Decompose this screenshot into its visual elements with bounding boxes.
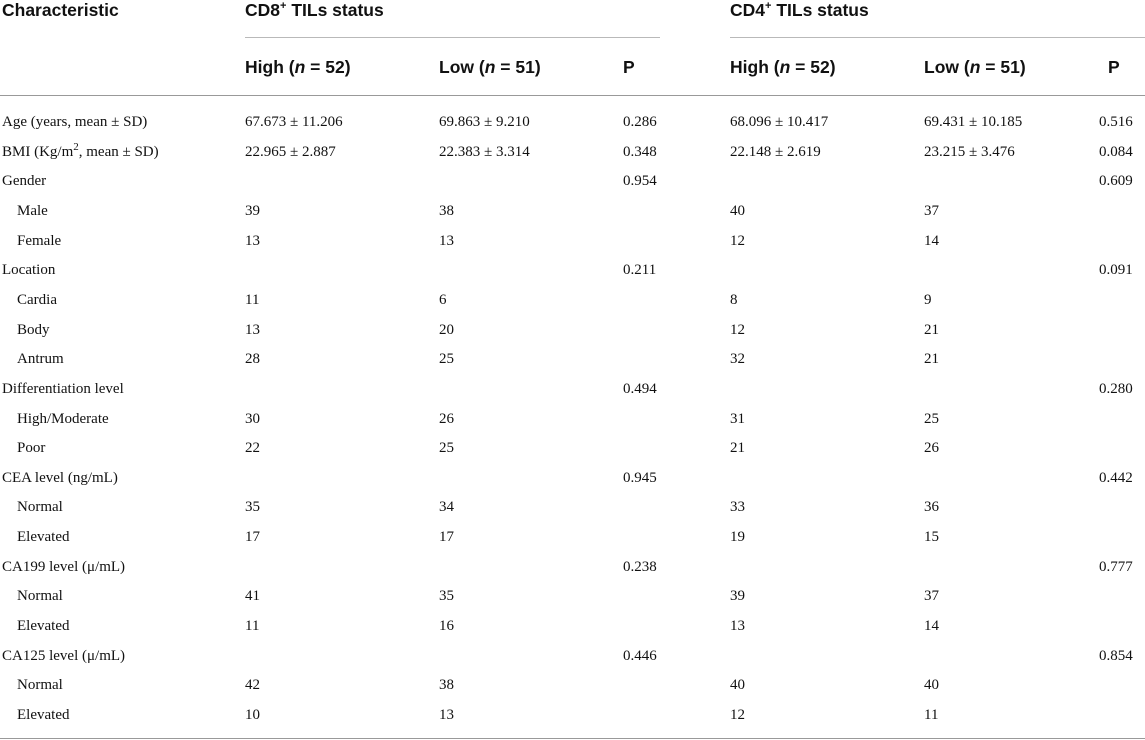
cell-cd8-low: 16 [439, 618, 454, 634]
group-rule-cd4 [730, 37, 1145, 38]
cell-cd8-high: 17 [245, 529, 260, 545]
row-label: BMI ($Kg/m^2$, mean ± SD) [2, 141, 159, 160]
subheader-cd8-high: High (n = 52) [245, 57, 351, 77]
cell-cd4-low: 40 [924, 677, 939, 693]
cell-cd4-high: 32 [730, 351, 745, 367]
cell-cd8-p: 0.954 [623, 173, 657, 189]
cell-cd8-low: 38 [439, 677, 454, 693]
cell-cd8-low: 17 [439, 529, 454, 545]
cell-cd4-high: 33 [730, 499, 745, 515]
row-label: Body [17, 322, 50, 338]
cell-cd8-high: 42 [245, 677, 260, 693]
cell-cd8-p: 0.494 [623, 381, 657, 397]
cell-cd4-low: 11 [924, 707, 939, 723]
cell-cd4-low: 14 [924, 618, 939, 634]
row-label: Normal [17, 588, 63, 604]
cell-cd4-low: 21 [924, 322, 939, 338]
cell-cd8-high: 11 [245, 618, 260, 634]
cell-cd8-low: 6 [439, 292, 447, 308]
cell-cd8-low: 69.863 ± 9.210 [439, 114, 530, 130]
row-label: Elevated [17, 707, 70, 723]
cell-cd8-high: 22.965 ± 2.887 [245, 144, 336, 160]
row-label: CA125 level (μ/mL) [2, 648, 126, 664]
cell-cd8-p: 0.286 [623, 114, 657, 130]
row-label: CEA level (ng/mL) [2, 470, 118, 486]
cell-cd4-high: 21 [730, 440, 745, 456]
cell-cd4-high: 12 [730, 322, 745, 338]
cell-cd8-p: 0.238 [623, 559, 657, 575]
table-bottom-rule [0, 738, 1145, 739]
cell-cd8-p: 0.348 [623, 144, 657, 160]
row-label: Normal [17, 677, 63, 693]
row-label: Female [17, 233, 62, 249]
cell-cd4-p: 0.280 [1099, 381, 1133, 397]
cell-cd4-p: 0.084 [1099, 144, 1133, 160]
cell-cd4-low: 69.431 ± 10.185 [924, 114, 1023, 130]
row-label: Antrum [17, 351, 64, 367]
cell-cd8-low: 20 [439, 322, 454, 338]
header-group-cd8-label: TILs status [291, 0, 384, 20]
cell-cd4-low: 23.215 ± 3.476 [924, 144, 1015, 160]
header-bottom-rule [0, 95, 1145, 96]
group-rule-cd8 [245, 37, 660, 38]
cell-cd4-high: 40 [730, 203, 745, 219]
header-group-cd4-marker: CD4 [730, 0, 766, 20]
row-label: Poor [17, 440, 46, 456]
row-label: High/Moderate [17, 411, 109, 427]
cell-cd8-high: 22 [245, 440, 260, 456]
row-label: Location [2, 262, 56, 278]
cell-cd4-p: 0.854 [1099, 648, 1133, 664]
row-label: Differentiation level [2, 381, 124, 397]
cell-cd4-low: 9 [924, 292, 932, 308]
cell-cd4-high: 31 [730, 411, 745, 427]
row-label: Age (years, mean ± SD) [2, 114, 148, 130]
row-label: Elevated [17, 618, 70, 634]
cell-cd4-p: 0.609 [1099, 173, 1133, 189]
cell-cd8-high: 13 [245, 233, 260, 249]
header-group-cd8-marker: CD8 [245, 0, 281, 20]
cell-cd4-p: 0.091 [1099, 262, 1133, 278]
cell-cd4-high: 40 [730, 677, 745, 693]
cell-cd4-high: 12 [730, 707, 745, 723]
cell-cd4-low: 25 [924, 411, 939, 427]
cell-cd4-p: 0.777 [1099, 559, 1133, 575]
cell-cd4-high: 22.148 ± 2.619 [730, 144, 821, 160]
cell-cd4-low: 26 [924, 440, 939, 456]
cell-cd8-high: 13 [245, 322, 260, 338]
subheader-cd4-low: Low (n = 51) [924, 57, 1026, 77]
subheader-cd8-p: P [623, 57, 635, 77]
cell-cd8-high: 28 [245, 351, 260, 367]
cell-cd8-low: 38 [439, 203, 454, 219]
row-label: Elevated [17, 529, 70, 545]
cell-cd8-low: 26 [439, 411, 454, 427]
cell-cd8-low: 25 [439, 351, 454, 367]
cell-cd4-high: 39 [730, 588, 745, 604]
cell-cd8-high: 35 [245, 499, 260, 515]
row-label: CA199 level (μ/mL) [2, 559, 126, 575]
cell-cd4-p: 0.442 [1099, 470, 1133, 486]
cell-cd8-high: 30 [245, 411, 260, 427]
cell-cd4-low: 21 [924, 351, 939, 367]
subheader-cd8-low: Low (n = 51) [439, 57, 541, 77]
cell-cd4-low: 36 [924, 499, 939, 515]
cell-cd8-low: 13 [439, 233, 454, 249]
header-group-cd4-label: TILs status [776, 0, 869, 20]
cell-cd4-low: 15 [924, 529, 939, 545]
cell-cd8-high: 67.673 ± 11.206 [245, 114, 343, 130]
row-label: Cardia [17, 292, 57, 308]
cell-cd8-low: 22.383 ± 3.314 [439, 144, 530, 160]
cell-cd8-p: 0.211 [623, 262, 657, 278]
cell-cd4-p: 0.516 [1099, 114, 1133, 130]
cell-cd8-p: 0.945 [623, 470, 657, 486]
cell-cd8-high: 39 [245, 203, 260, 219]
cell-cd8-high: 11 [245, 292, 260, 308]
row-label: Gender [2, 173, 47, 189]
header-group-cd8-sup: + [280, 0, 287, 13]
cell-cd8-high: 41 [245, 588, 260, 604]
cell-cd4-low: 37 [924, 203, 939, 219]
subheader-cd4-p: P [1108, 57, 1120, 77]
cell-cd4-high: 19 [730, 529, 745, 545]
subheader-cd4-high: High (n = 52) [730, 57, 836, 77]
cell-cd8-low: 25 [439, 440, 454, 456]
header-group-cd4-sup: + [765, 0, 772, 13]
row-label: Normal [17, 499, 63, 515]
cell-cd8-low: 34 [439, 499, 454, 515]
cell-cd8-low: 13 [439, 707, 454, 723]
row-label: Male [17, 203, 48, 219]
cell-cd4-low: 37 [924, 588, 939, 604]
cell-cd4-high: 12 [730, 233, 745, 249]
header-group-cd4 [730, 0, 869, 21]
cell-cd8-p: 0.446 [623, 648, 657, 664]
cell-cd8-high: 10 [245, 707, 260, 723]
header-group-cd8 [245, 0, 384, 21]
header-characteristic: Characteristic [2, 0, 119, 20]
cell-cd4-high: 68.096 ± 10.417 [730, 114, 829, 130]
cell-cd8-low: 35 [439, 588, 454, 604]
cell-cd4-high: 13 [730, 618, 745, 634]
cell-cd4-high: 8 [730, 292, 738, 308]
cell-cd4-low: 14 [924, 233, 939, 249]
